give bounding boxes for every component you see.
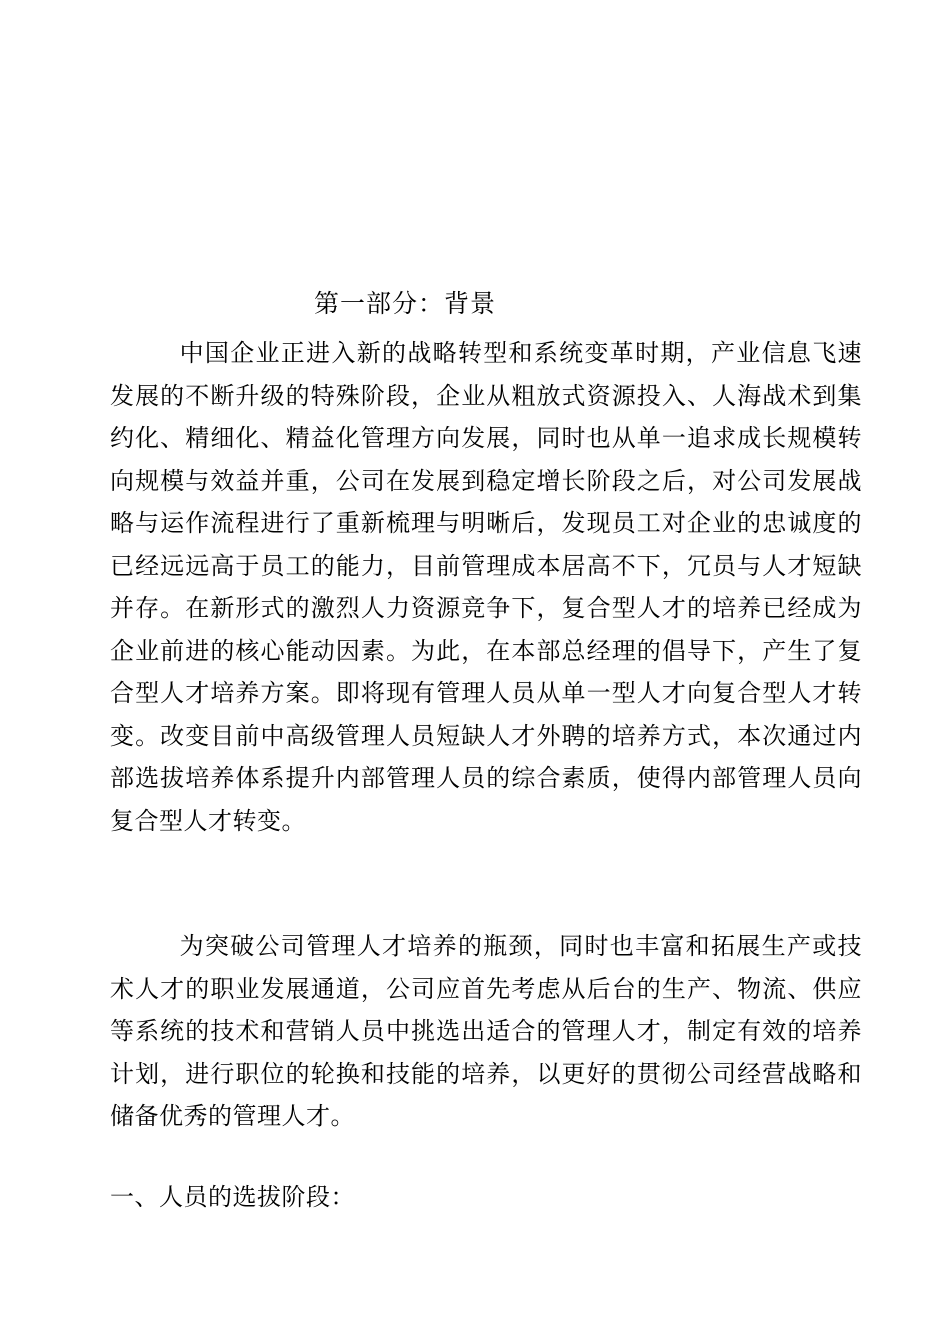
background-paragraph-1: 中国企业正进入新的战略转型和系统变革时期，产业信息飞速发展的不断升级的特殊阶段，企业从粗放式资源投入、人海战术到集约化、精细化、精益化管理方向发展，同时也从单一追求成长规模转向规模与效益并重，公司在发展到稳定增长阶段之后，对公司发展战略与运作流程进行了重新梳理与明晰后，发现员工对企业的忠诚度的已经远远高于员工的能力，目前管理成本居高不下，冗员与人才短缺并存。在新形式的激烈人力资源竞争下，复合型人才的培养已经成为企业前进的核心能动因素。为此，在本部总经理的倡导下，产生了复合型人才培养方案。即将现有管理人员从单一型人才向复合型人才转变。改变目前中高级管理人员短缺人才外聘的培养方式，本次通过内部选拔培养体系提升内部管理人员的综合素质，使得内部管理人员向复合型人才转变。 — [110, 339, 862, 835]
section-title: 第一部分：背景 — [314, 289, 497, 318]
subheading-personnel-selection: 一、人员的选拔阶段： — [110, 1183, 355, 1211]
background-paragraph-2: 为突破公司管理人才培养的瓶颈，同时也丰富和拓展生产或技术人才的职业发展通道，公司应首先考虑从后台的生产、物流、供应等系统的技术和营销人员中挑选出适合的管理人才，制定有效的培养计划，进行职位的轮换和技能的培养，以更好的贯彻公司经营战略和储备优秀的管理人才。 — [110, 932, 862, 1130]
